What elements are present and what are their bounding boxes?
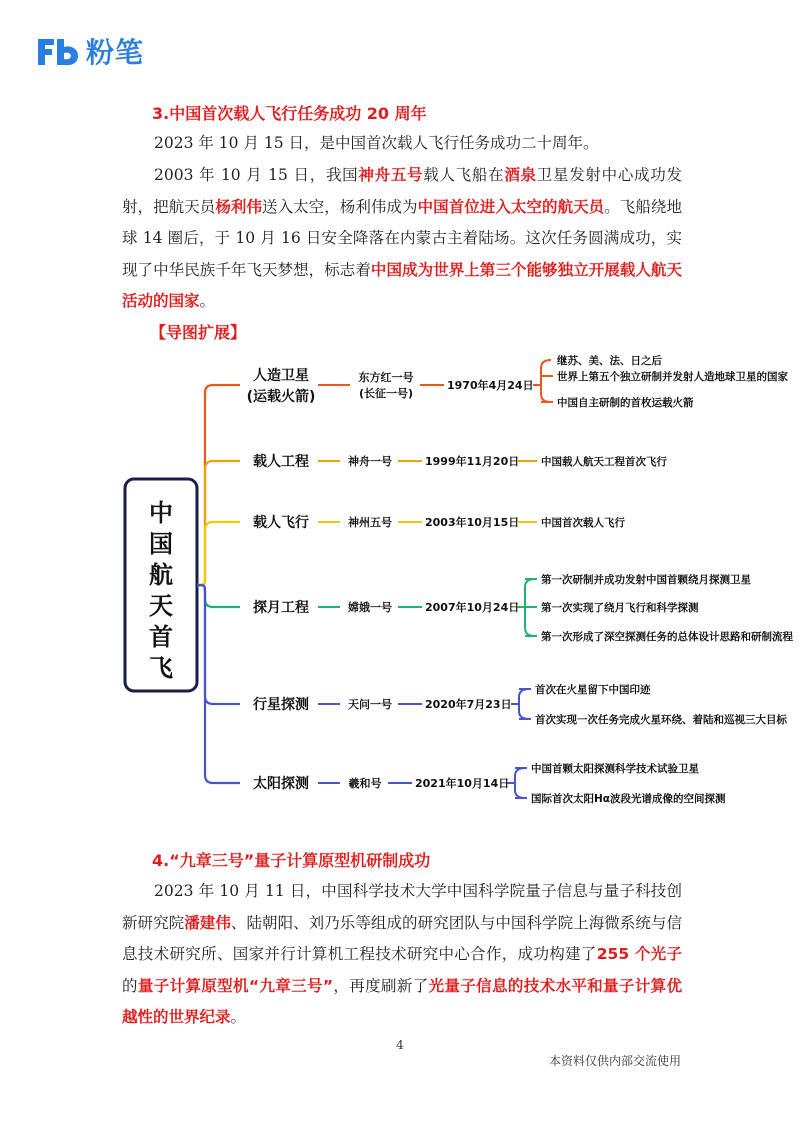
- section3-heading: 3.中国首次载人飞行任务成功 20 周年: [152, 104, 427, 123]
- body-text: 。: [230, 1008, 247, 1026]
- mindmap-note: 中国载人航天工程首次飞行: [541, 456, 667, 468]
- mindmap-note: 首次实现一次任务完成火星环绕、着陆和巡视三大目标: [535, 714, 787, 726]
- page-number: 4: [396, 1038, 404, 1052]
- mindmap-bracket: [519, 689, 529, 719]
- mindmap-mission: 东方红一号: [358, 371, 414, 384]
- highlight-text: 255 个光子: [596, 945, 682, 963]
- mindmap-date: 2007年10月24日: [425, 601, 520, 614]
- mindmap-mission: 嫦娥一号: [348, 601, 392, 614]
- mindmap-center-char: 首: [149, 623, 173, 651]
- section3-intro: 2023 年 10 月 15 日，是中国首次载人飞行任务成功二十周年。: [154, 134, 599, 152]
- mindmap-bracket: [515, 768, 525, 798]
- highlight-text: 杨利伟: [215, 197, 263, 216]
- body-text: 卫星发射中心成功发射，把航天员: [122, 166, 682, 216]
- mindmap-mission: 神舟一号: [348, 455, 392, 468]
- mindmap-branch-line: [197, 585, 240, 783]
- body-text: 送入太空，杨利伟成为: [262, 197, 418, 216]
- section4-heading: 4.“九章三号”量子计算原型机研制成功: [152, 851, 431, 870]
- mindmap-date: 1970年4月24日: [447, 379, 534, 392]
- mindmap-note: 第一次实现了绕月飞行和科学探测: [541, 602, 699, 614]
- mindmap-center-char: 中: [149, 499, 173, 527]
- mindmap-label: 【导图扩展】: [150, 323, 247, 342]
- mindmap-center-char: 天: [149, 592, 173, 620]
- section4-body: [122, 876, 682, 1034]
- mindmap-center-char: 航: [149, 561, 173, 589]
- mindmap-note: 中国自主研制的首枚运载火箭: [557, 397, 694, 409]
- highlight-text: 潘建伟: [184, 913, 231, 932]
- body-text: 的: [122, 976, 138, 995]
- body-text: 2023 年 10 月 11 日，中国科学技术大学中国科学院量子信息与量子科技创新研究院: [122, 882, 682, 932]
- section3-body: [122, 160, 682, 318]
- mindmap-note: 继苏、美、法、日之后: [557, 355, 662, 367]
- highlight-text: 量子计算原型机“九章三号”: [137, 976, 334, 995]
- mindmap-date: 1999年11月20日: [425, 455, 520, 468]
- mindmap-note: 首次在火星留下中国印迹: [535, 684, 651, 696]
- mindmap-mission: 羲和号: [348, 777, 382, 790]
- body-text: 2003 年 10 月 15 日，我国: [154, 166, 359, 184]
- brand-logo: [36, 34, 144, 68]
- brand-name: 粉笔: [86, 36, 145, 69]
- highlight-text: 神舟五号: [358, 166, 424, 184]
- mindmap-note: 世界上第五个独立研制并发射人造地球卫星的国家: [557, 371, 788, 383]
- mindmap-center-char: 国: [149, 530, 173, 558]
- mindmap-note: 国际首次太阳Hα波段光谱成像的空间探测: [531, 793, 726, 805]
- mindmap-branch-line: [197, 585, 240, 607]
- body-text: ，再度刷新了: [333, 976, 429, 995]
- mindmap-note: 中国首次载人飞行: [541, 517, 625, 529]
- mindmap-mission: 天问一号: [348, 698, 392, 711]
- mindmap-branch-name: 载人工程: [253, 454, 309, 470]
- mindmap-bracket: [541, 360, 551, 402]
- mindmap-note: 中国首颗太阳探测科学技术试验卫星: [531, 763, 699, 775]
- highlight-text: 酒泉: [504, 166, 537, 184]
- body-text: 、陆朝阳、刘乃乐等组成的研究团队与中国科学院上海微系统与信息技术研究所、国家并行计算机工程技术研究中心合作，成功构建了: [122, 913, 682, 963]
- mindmap-note: 第一次研制并成功发射中国首颗绕月探测卫星: [541, 574, 751, 586]
- mindmap-branch-name: 行星探测: [253, 697, 309, 713]
- mindmap-branch-line: [197, 585, 240, 704]
- fenbi-logo-icon: [36, 35, 80, 67]
- mindmap-date: 2003年10月15日: [425, 516, 520, 529]
- mindmap-mission: 神州五号: [348, 516, 392, 529]
- mindmap-center-char: 飞: [149, 654, 173, 682]
- mindmap-branch-name: 探月工程: [253, 600, 309, 616]
- mindmap-branch-subname: (运载火箭): [246, 389, 316, 405]
- mindmap-date: 2020年7月23日: [425, 698, 512, 711]
- highlight-text: 中国首位进入太空的航天员: [417, 197, 605, 216]
- highlight-text: 中国成为世界上第三个能够独立开展载人航天活动的国家: [122, 260, 682, 310]
- mindmap-branch-name: 载人飞行: [253, 515, 309, 531]
- mindmap-note: 第一次形成了深空探测任务的总体设计思路和研制流程: [541, 631, 793, 643]
- mindmap-mission-sub: (长征一号): [358, 387, 414, 400]
- mindmap-branch-name: 人造卫星: [253, 368, 309, 384]
- mindmap-branch-name: 太阳探测: [253, 776, 309, 792]
- mindmap-date: 2021年10月14日: [415, 777, 510, 790]
- body-text: 。: [199, 292, 216, 310]
- highlight-text: 光量子信息的技术水平和量子计算优越性的世界纪录: [122, 976, 682, 1026]
- body-text: 。飞船绕地球 14 圈后，于 10 月 16 日安全降落在内蒙古主着陆场。这次任务圆满成功，实现了中华民族千年飞天梦想，标志着: [122, 197, 682, 279]
- space-firsts-mindmap: [0, 355, 800, 815]
- body-text: 载人飞船在: [423, 166, 505, 184]
- mindmap-branch-line: [197, 522, 240, 585]
- footer-note: 本资料仅供内部交流使用: [549, 1054, 682, 1068]
- mindmap-branch-line: [197, 385, 240, 585]
